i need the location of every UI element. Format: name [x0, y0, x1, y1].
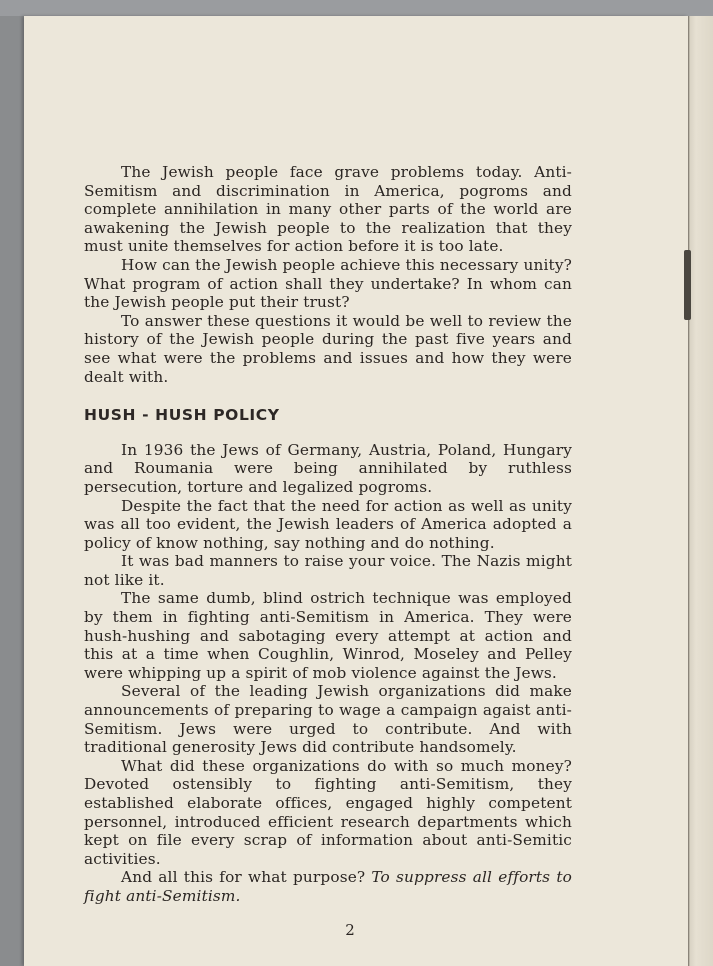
paragraph-section-3: It was bad manners to raise your voice. The Nazis might not like it. [84, 552, 572, 589]
paragraph-section-2: Despite the fact that the need for action as well as unity was all too evident, the Jewish leaders of America adopted a policy of know nothing, say nothing and do nothing. [84, 496, 572, 552]
section-heading: HUSH - HUSH POLICY [84, 406, 280, 425]
paragraph-intro-3: To answer these questions it would be well to review the history of the Jewish people during the past five years and see what were the problems and issues and how they were dealt with. [84, 311, 572, 386]
final-lead: And all this for what purpose? [121, 868, 366, 887]
paragraph-section-4: The same dumb, blind ostrich technique was employed by them in fighting anti-Semitism in America. They were hush-hushing and sabotaging every attempt at action and this at a time when Coughlin, Winrod, Moseley and Pelley were whipping up a spirit of mob violence against the Jews. [84, 589, 572, 682]
paragraph-section-5: Several of the leading Jewish organizations did make announcements of preparing to wage a campaign agaist anti-Semitism. Jews were urged to contribute. And with traditional generosity Jews did contribute handsomely. [84, 682, 572, 757]
paragraph-section-1: In 1936 the Jews of Germany, Austria, Poland, Hungary and Roumania were being annihilated by ruthless persecution, torture and legalized pogroms. [84, 440, 572, 496]
facing-page-edge [688, 16, 713, 966]
scan-background [0, 0, 713, 16]
page-body [84, 163, 572, 906]
paragraph-intro-2: How can the Jewish people achieve this necessary unity? What program of action shall they undertake? In whom can the Jewish people put their trust? [84, 255, 572, 312]
paragraph-intro-1: The Jewish people face grave problems today. Anti-Semitism and discrimination in America, pogroms and complete annihilation in many other parts of the world are awakening the Jewish people to the realization that they must unite themselves for action before it is too late. [84, 163, 572, 256]
final-emphasis: To suppress all efforts to fight anti-Semitism. [84, 868, 572, 905]
paragraph-section-6: What did these organizations do with so much money? Devoted ostensibly to fighting anti-Semitism, they established elaborate offices, engaged highly competent personnel, introduced efficient research departments which kept on file every scrap of information about anti-Semitic activities. [84, 756, 572, 868]
paragraph-final [84, 868, 572, 905]
binding-mark [684, 250, 691, 320]
section-spacer [84, 386, 572, 406]
page-number: 2 [345, 921, 355, 939]
